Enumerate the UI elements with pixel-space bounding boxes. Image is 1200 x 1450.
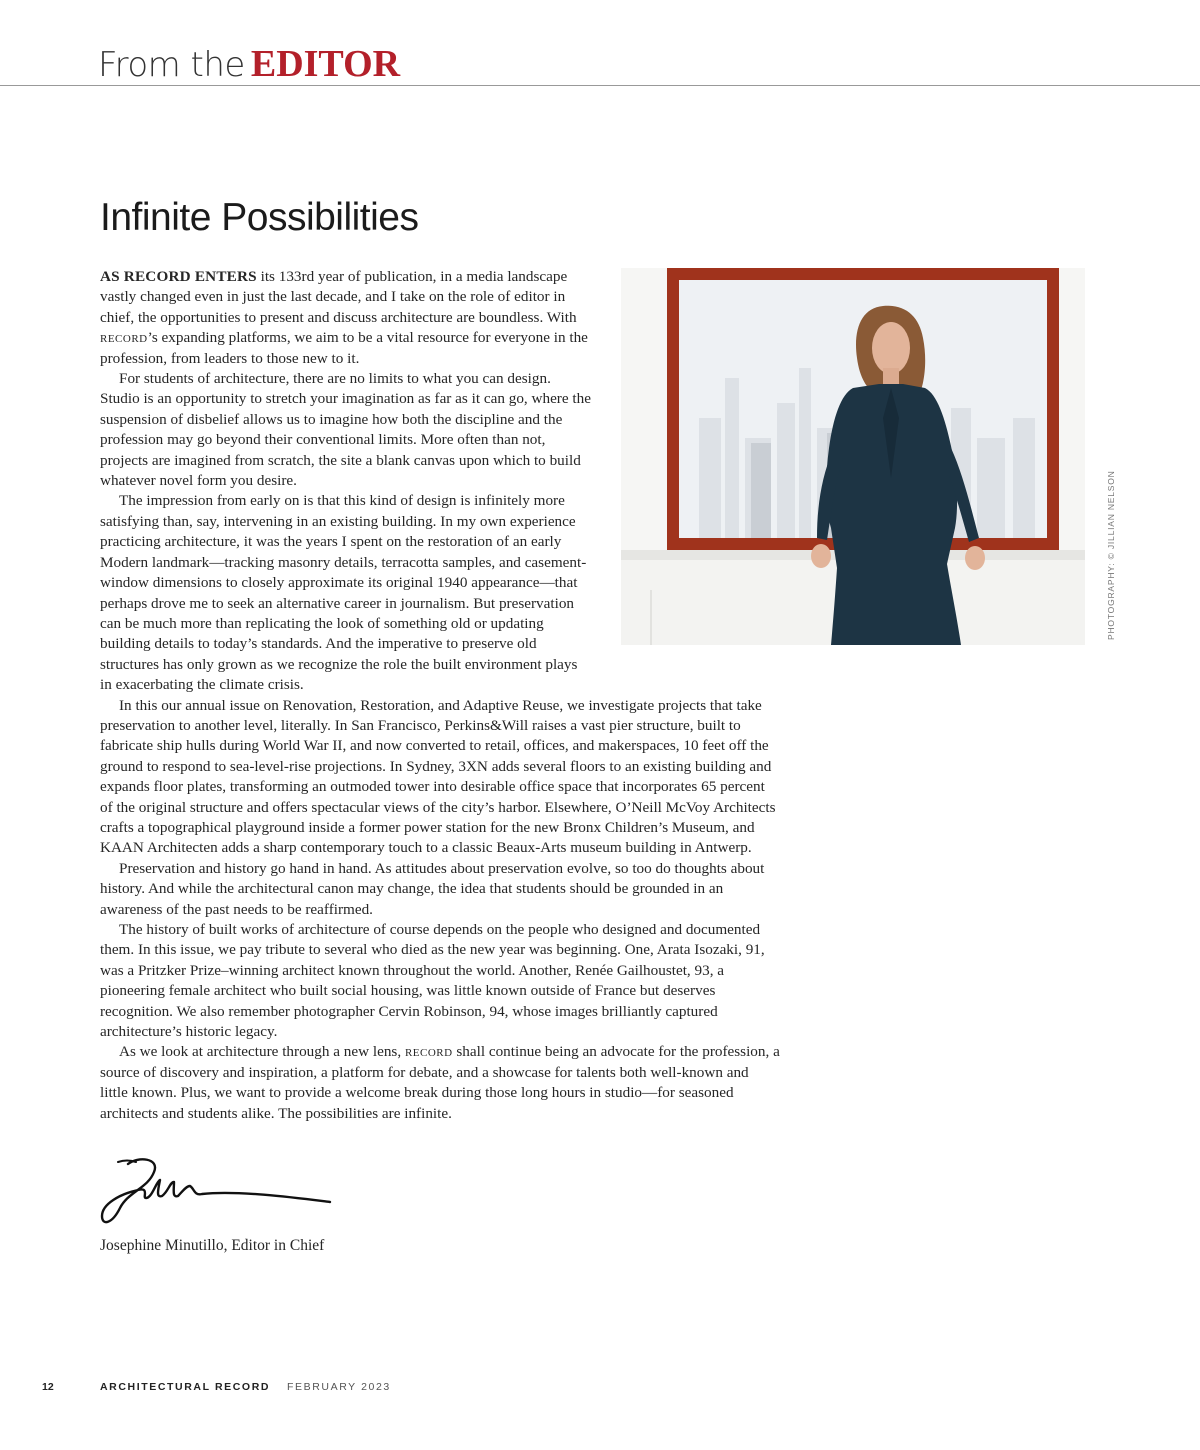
issue-date: FEBRUARY 2023 bbox=[287, 1381, 391, 1393]
article-paragraph: In this our annual issue on Renovation, Restoration, and Adaptive Reuse, we investigate projects that take preservation to another level, literally. In San Francisco, Perkins&Will raises a vast pier structure, built to fabricate ship hulls during World War II, and now converted to retail, offices, and makerspaces, 10 feet off the ground to respond to sea-level-rise projections. In Sydney, 3XN adds several floors to an existing building and expands floor plates, transforming an outmoded tower into desirable office space that incorporates 65 percent of the original structure and offers spectacular views of the city’s harbor. Elsewhere, O’Neill McVoy Architects crafts a topographical playground inside a former power station for the new Bronx Children’s Museum, and KAAN Architecten adds a sharp contemporary touch to a classic Beaux-Arts museum building in Antwerp. bbox=[100, 696, 776, 857]
photo-credit: PHOTOGRAPHY: © JILLIAN NELSON bbox=[1106, 470, 1116, 640]
article-paragraph: AS RECORD ENTERS its 133rd year of publication, in a media landscape vastly changed even in just the last decade, and I take on the role of editor in chief, the opportunities to present and discuss architecture are boundless. With record’s expanding platforms, we aim to be a vital resource for everyone in the profession, from leaders to those new to it. bbox=[100, 268, 588, 367]
article-paragraph: As we look at architecture through a new lens, record shall continue being an advocate for the profession, a source of discovery and inspiration, a platform for debate, and a showcase for talents both well-known and little known. Plus, we want to provide a welcome break during those long hours in studio—for seasoned architects and students alike. The possibilities are infinite. bbox=[100, 1043, 780, 1122]
article-paragraph: The impression from early on is that this kind of design is infinitely more satisfying than, say, intervening in an existing building. In my own experience practicing architecture, it was the years I spent on the restoration of an early Modern landmark—tracking masonry details, terracotta samples, and casement-window dimensions to closely approximate its original 1940 appearance—that perhaps drove me to seek an alternative career in journalism. But preservation can be much more than replicating the look of something old or updating building details to today’s standards. And the imperative to preserve old structures has only grown as we recognize the role the built environment plays in exacerbating the climate crisis. bbox=[100, 492, 587, 694]
article-paragraph: For students of architecture, there are no limits to what you can design. Studio is an opportunity to stretch your imagination as far as it can go, where the suspension of disbelief allows us to imagine how both the discipline and the profession may go beyond their conventional limits. More often than not, projects are imagined from scratch, the site a blank canvas upon which to build whatever novel form you desire. bbox=[100, 370, 591, 490]
article-paragraph: The history of built works of architecture of course depends on the people who designed and documented them. In this issue, we pay tribute to several who died as the new year was beginning. One, Arata Isozaki, 91, was a Pritzker Prize–winning architect known throughout the world. Another, Renée Gailhoustet, 93, a pioneering female architect who built social housing, was little known outside of France but deserves recognition. We also remember photographer Cervin Robinson, 94, whose images brilliantly captured architecture’s historic legacy. bbox=[100, 921, 765, 1041]
editor-signoff: Josephine Minutillo, Editor in Chief bbox=[100, 1237, 325, 1254]
magazine-name: ARCHITECTURAL RECORD bbox=[100, 1381, 271, 1393]
masthead-section: EDITOR bbox=[250, 43, 401, 85]
photo-wrap-spacer bbox=[592, 267, 780, 681]
masthead-rule bbox=[0, 85, 1200, 86]
article-paragraph: Preservation and history go hand in hand. As attitudes about preservation evolve, so too do thoughts about history. And while the architectural canon may change, the idea that students should be grounded in an awareness of the past needs to be reaffirmed. bbox=[100, 859, 765, 918]
section-masthead bbox=[98, 42, 400, 84]
lead-in: AS RECORD ENTERS bbox=[100, 268, 257, 285]
masthead-prefix: From the bbox=[98, 45, 245, 85]
magazine-name-inline: record bbox=[404, 1043, 453, 1061]
page-number: 12 bbox=[42, 1381, 54, 1393]
page-footer bbox=[42, 1381, 391, 1393]
magazine-name-inline: record bbox=[100, 329, 148, 347]
article-body bbox=[100, 267, 780, 1124]
article-headline: Infinite Possibilities bbox=[100, 196, 419, 239]
editor-signature bbox=[98, 1152, 338, 1232]
